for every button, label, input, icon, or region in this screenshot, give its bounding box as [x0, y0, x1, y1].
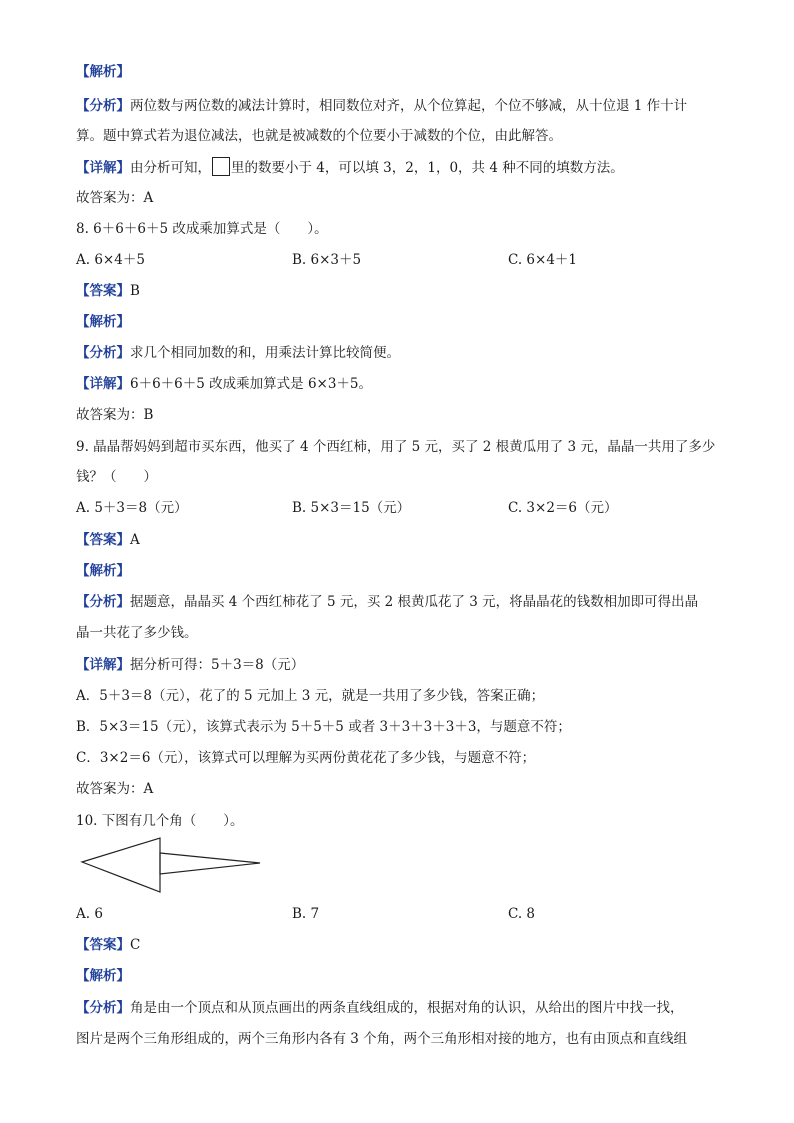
- q8-answer-label: 【答案】B: [76, 283, 140, 299]
- blank-box-icon: [212, 157, 230, 176]
- q9-option-b: B. 5×3＝15（元）: [292, 500, 411, 516]
- q8-option-b: B. 6×3＋5: [292, 252, 362, 268]
- detail-line: [76, 157, 726, 178]
- q9-detail: 【详解】据分析可得：5＋3＝8（元）: [76, 657, 305, 673]
- q9-detail-c: C．3×2＝6（元），该算式可以理解为买两份黄花花了多少钱，与题意不符；: [76, 750, 536, 766]
- analysis-tag: 【分析】: [76, 98, 130, 114]
- q8-jiexi-heading: 【解析】: [76, 314, 130, 330]
- q10-analysis-line-1: 【分析】角是由一个顶点和从顶点画出的两条直线组成的，根据对角的认识，从给出的图片中找一找，: [76, 1000, 684, 1016]
- q10-option-b: B. 7: [292, 906, 320, 922]
- analysis-line: [76, 96, 726, 116]
- detail-tag: 【详解】: [76, 160, 130, 176]
- q9-stem-line-1: 9. 晶晶帮妈妈到超市买东西，他买了 4 个西红柿，用了 5 元，买了 2 根黄瓜用了 3 元，晶晶一共用了多少: [76, 439, 716, 455]
- two-triangles-figure: [80, 836, 265, 898]
- right-triangle: [160, 853, 260, 874]
- q9-answer-value: A: [130, 532, 140, 548]
- q10-answer-label: 【答案】C: [76, 937, 141, 953]
- q8-analysis: 【分析】求几个相同加数的和，用乘法计算比较简便。: [76, 345, 400, 361]
- q9-detail-a: A．5＋3＝8（元），花了的 5 元加上 3 元，就是一共用了多少钱，答案正确；: [76, 688, 545, 704]
- answer-line: 故答案为：A: [76, 190, 154, 206]
- q9-analysis-line-2: 晶一共花了多少钱。: [76, 625, 198, 641]
- q10-stem: 10. 下图有几个角（ ）。: [76, 813, 244, 829]
- q9-option-c: C. 3×2＝6（元）: [508, 500, 618, 516]
- q10-answer-value: C: [130, 937, 141, 953]
- detail-text-a: 由分析可知，: [130, 160, 211, 176]
- q8-final-answer: 故答案为：B: [76, 407, 154, 423]
- q8-detail: 【详解】6＋6＋6＋5 改成乘加算式是 6×3＋5。: [76, 376, 373, 392]
- q10-jiexi-heading: 【解析】: [76, 968, 130, 984]
- q9-stem-line-2: 钱？（ ）: [76, 469, 157, 485]
- analysis-text: 两位数与两位数的减法计算时，相同数位对齐，从个位算起，个位不够减，从十位退 1 作十计: [130, 98, 688, 114]
- q9-analysis-line-1: 【分析】据题意，晶晶买 4 个西红柿花了 5 元，买 2 根黄瓜花了 3 元，将晶晶花的钱数相加即可得出晶: [76, 594, 699, 610]
- q9-answer-label: 【答案】A: [76, 532, 140, 548]
- q10-option-c: C. 8: [508, 906, 536, 922]
- q9-jiexi-heading: 【解析】: [76, 563, 130, 579]
- q9-final-answer: 故答案为：A: [76, 781, 154, 797]
- q8-stem: 8. 6＋6＋6＋5 改成乘加算式是（ ）。: [76, 221, 328, 237]
- q10-analysis-line-2: 图片是两个三角形组成的，两个三角形内各有 3 个角，两个三角形相对接的地方，也有由顶点和直线组: [76, 1031, 688, 1047]
- q8-option-c: C. 6×4＋1: [508, 252, 578, 268]
- q8-answer-value: B: [130, 283, 140, 299]
- q9-detail-b: B．5×3＝15（元），该算式表示为 5＋5＋5 或者 3＋3＋3＋3＋3，与题意不符；: [76, 719, 571, 735]
- q8-option-a: A. 6×4＋5: [76, 252, 145, 268]
- q10-option-a: A. 6: [76, 906, 103, 922]
- detail-text-b: 里的数要小于 4，可以填 3，2，1，0，共 4 种不同的填数方法。: [231, 160, 624, 176]
- left-triangle: [82, 838, 160, 892]
- q9-option-a: A. 5＋3＝8（元）: [76, 500, 188, 516]
- analysis-line-2: 算。题中算式若为退位减法，也就是被减数的个位要小于减数的个位，由此解答。: [76, 128, 562, 144]
- jiexi-heading: 【解析】: [76, 64, 130, 80]
